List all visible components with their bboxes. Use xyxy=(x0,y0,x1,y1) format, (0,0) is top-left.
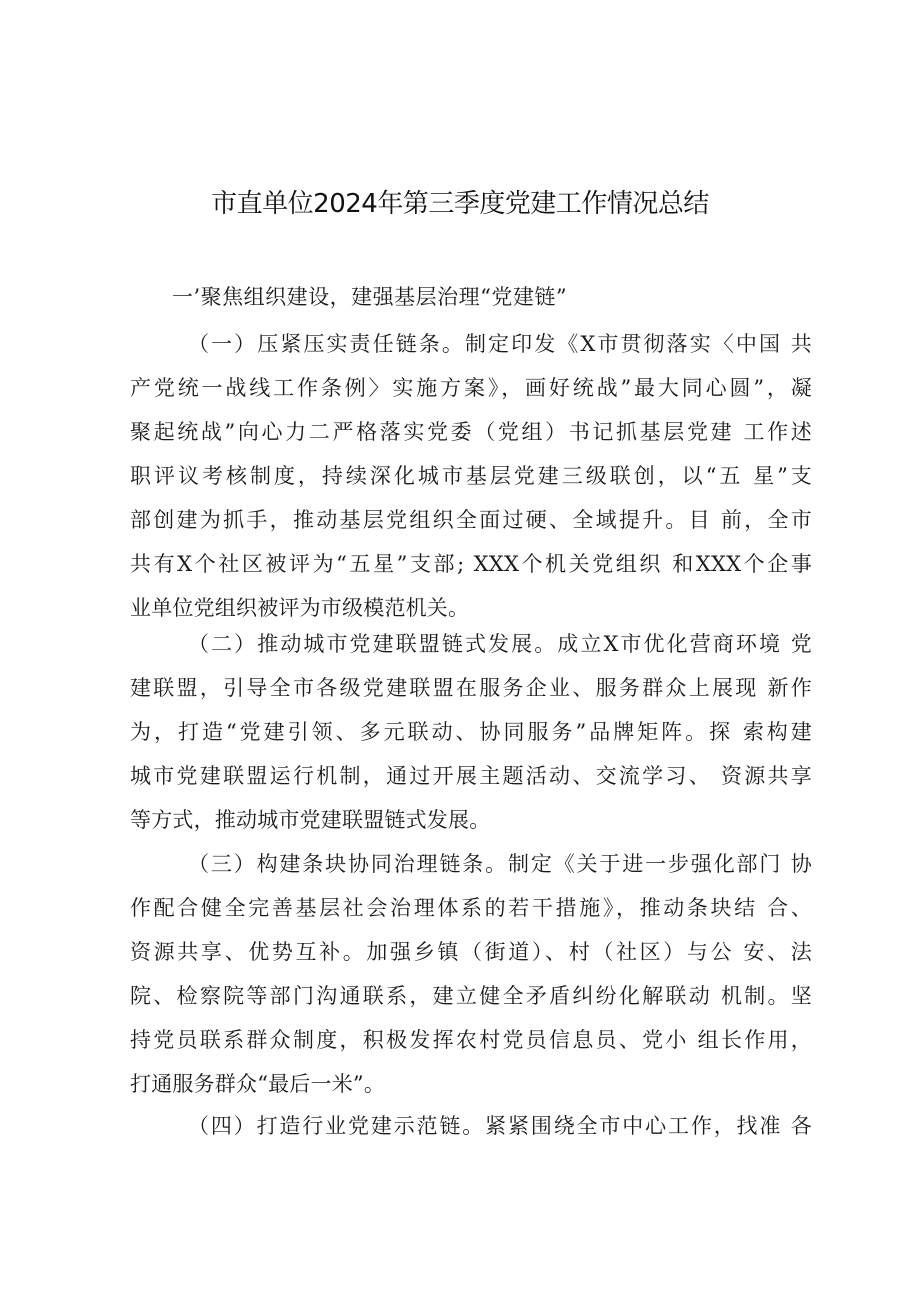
text-line: （三）构建条块协同治理链条。制定《关于进一步强化部门 协 xyxy=(188,852,812,876)
text-line: 产党统一战线工作条例〉实施方案》，画好统战”最大同心圆”，凝 xyxy=(130,376,812,400)
text-line: （四）打造行业党建示范链。紧紧围绕全市中心工作，找准 各 xyxy=(188,1114,812,1138)
text-line: 业单位党组织被评为市级模范机关。 xyxy=(130,596,470,620)
text-line: （二）推动城市党建联盟链式发展。成立X市优化营商环境 党 xyxy=(188,632,812,656)
text-line: 院、检察院等部门沟通联系，建立健全矛盾纠纷化解联动 机制。坚 xyxy=(130,984,812,1008)
text-line: 作配合健全完善基层社会治理体系的若干措施》，推动条块结 合、 xyxy=(130,896,812,920)
text-line: 部创建为抓手，推动基层党组织全面过硬、全域提升。目 前，全市 xyxy=(130,508,812,532)
paragraph-party-alliance xyxy=(130,622,812,842)
text-line: 城市党建联盟运行机制，通过开展主题活动、交流学习、 资源共享 xyxy=(130,764,812,788)
text-line: 为，打造“党建引领、多元联动、协同服务”品牌矩阵。探 索构建 xyxy=(130,720,812,744)
text-line: 打通服务群众“最后一米”。 xyxy=(130,1072,386,1096)
paragraph-responsibility-chain xyxy=(130,322,812,630)
text-line: 共有X个社区被评为“五星”支部; XXX个机关党组织 和XXX个企事 xyxy=(130,552,812,576)
text-line: 持党员联系群众制度，积极发挥农村党员信息员、党小 组长作用， xyxy=(130,1028,812,1052)
text-line: 等方式，推动城市党建联盟链式发展。 xyxy=(130,808,491,832)
section-heading: 一’聚焦组织建设，建强基层治理“党建链” xyxy=(172,285,568,309)
text-line: 职评议考核制度，持续深化城市基层党建三级联创，以“五 星”支 xyxy=(130,464,812,488)
text-line: 资源共享、优势互补。加强乡镇（街道）、村（社区）与公 安、法 xyxy=(130,940,812,964)
text-line: （一）压紧压实责任链条。制定印发《X市贯彻落实〈中国 共 xyxy=(188,332,812,356)
text-line: 建联盟，引导全市各级党建联盟在服务企业、服务群众上展现 新作 xyxy=(130,676,812,700)
document-title: 市直单位2024年第三季度党建工作情况总结 xyxy=(211,189,709,219)
text-line: 聚起统战”向心力二严格落实党委（党组）书记抓基层党建 工作述 xyxy=(130,420,812,444)
paragraph-industry-demo xyxy=(130,1104,812,1148)
paragraph-governance-chain xyxy=(130,842,812,1106)
